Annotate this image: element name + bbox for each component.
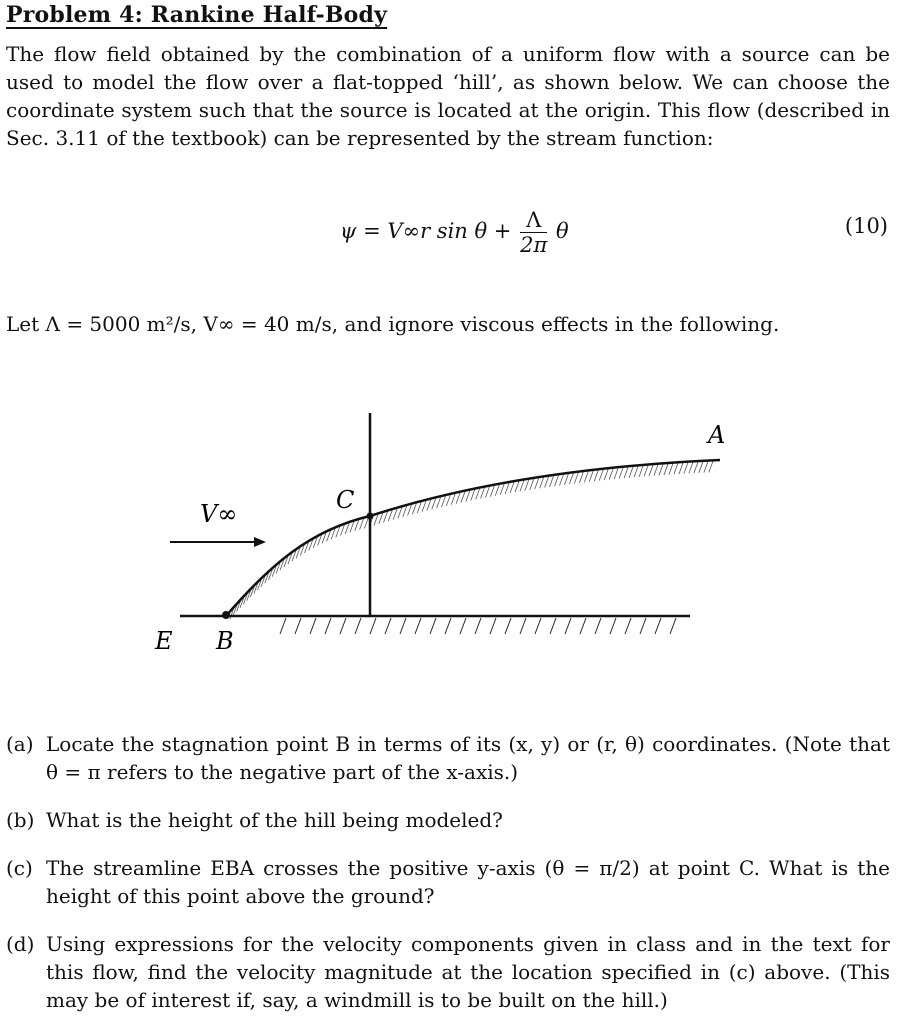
label-c: C (336, 486, 355, 514)
hill-hatch-mark (704, 462, 708, 473)
equation-row (0, 196, 901, 266)
hill-hatch-mark (664, 464, 668, 475)
hill-hatch-mark (427, 500, 431, 511)
hill-hatch-mark (679, 463, 683, 474)
hill-hatch-mark (360, 519, 364, 530)
hill-hatch-mark (689, 462, 693, 473)
hill-hatch-mark (466, 491, 470, 502)
hill-hatch-mark (629, 467, 633, 478)
hill-hatch-mark (412, 503, 416, 514)
hill-hatch-mark (609, 469, 613, 480)
hill-hatch-mark (624, 467, 628, 478)
hill-hatch-mark (589, 471, 593, 482)
hill-hatch-mark (674, 463, 678, 474)
hill-hatch-mark (694, 462, 698, 473)
hill-hatch-mark (639, 466, 643, 477)
question-b-text: What is the height of the hill being modeled? (46, 808, 503, 832)
hill-hatch-mark (461, 492, 465, 503)
hill-hatch-mark (432, 498, 436, 509)
hill-hatch-mark (520, 480, 524, 491)
hill-hatch-mark (403, 506, 407, 517)
hill-hatch-mark (569, 473, 573, 484)
equation-rhs: θ (555, 219, 569, 243)
hill-hatch-mark (540, 477, 544, 488)
question-c (6, 854, 890, 910)
hill-hatch-mark (384, 511, 388, 522)
hill-hatch-mark (510, 482, 514, 493)
ground-hatching (280, 618, 676, 634)
hill-hatch-mark (699, 462, 703, 473)
hill-hatch-mark (446, 495, 450, 506)
hill-hatch-mark (574, 473, 578, 484)
question-d (6, 930, 890, 1014)
hill-hatch-mark (456, 493, 460, 504)
question-d-label: (d) (6, 932, 35, 956)
hill-hatch-mark (355, 520, 359, 531)
hill-hatch-mark (515, 481, 519, 492)
equation-lhs: ψ = V∞r sin θ + (340, 219, 512, 243)
label-b: B (216, 627, 234, 655)
question-d-text: Using expressions for the velocity components given in class and in the text for this flow, find the velocity magnitude at the location specified in (c) above. (This may be of interest if, say, a windmill is to be built on the hill.) (46, 932, 890, 1012)
label-v-infinity: V∞ (200, 500, 238, 528)
question-b (6, 806, 890, 834)
intro-paragraph: The flow field obtained by the combination of a uniform flow with a source can be used to model the flow over a flat-topped ‘hill’, as shown below. We can choose the coordinate system such that the source is located at the origin. This flow (described in Sec. 3.11 of the textbook) can be represented by the stream function: (6, 42, 890, 150)
hill-hatch-mark (545, 477, 549, 488)
rankine-half-body-figure (0, 405, 901, 665)
hill-hatch-mark (398, 507, 402, 518)
point-c-marker (367, 513, 374, 520)
hill-hatch-mark (619, 468, 623, 479)
hill-hatch-mark (525, 480, 529, 491)
hill-hatch-mark (555, 475, 559, 486)
hill-hatch-mark (451, 494, 455, 505)
hill-hatch-mark (594, 470, 598, 481)
hill-hatch-mark (505, 483, 509, 494)
point-b-marker (222, 611, 230, 619)
hill-hatch-mark (614, 468, 618, 479)
hill-hatch-mark (350, 521, 354, 532)
hill-hatch-mark (471, 489, 475, 500)
equation-number: (10) (844, 214, 888, 238)
hill-hatch-mark (495, 485, 499, 496)
hill-hatch-mark (393, 509, 397, 520)
fraction-numerator: Λ (520, 208, 547, 233)
question-a (6, 730, 890, 786)
question-b-label: (b) (6, 808, 35, 832)
arrowhead-icon (254, 537, 266, 547)
question-a-text: Locate the stagnation point B in terms of its (x, y) or (r, θ) coordinates. (Note that θ = π refers to the negative part of the x-axis.) (46, 732, 890, 784)
question-a-label: (a) (6, 732, 34, 756)
hill-hatch-mark (604, 469, 608, 480)
hill-hatch-mark (550, 476, 554, 487)
hill-hatch-mark (422, 501, 426, 512)
hill-hatch-mark (417, 502, 421, 513)
hill-hatch-mark (476, 488, 480, 499)
hill-hatching (230, 461, 713, 619)
label-e: E (155, 627, 173, 655)
figure-svg (0, 405, 901, 665)
equation-fraction (520, 208, 547, 257)
hill-hatch-mark (530, 479, 534, 490)
hill-hatch-mark (634, 466, 638, 477)
hill-hatch-mark (408, 505, 412, 516)
hill-hatch-mark (564, 474, 568, 485)
hill-hatch-mark (441, 496, 445, 507)
hill-hatch-mark (579, 472, 583, 483)
hill-streamline (226, 460, 720, 616)
hill-hatch-mark (345, 523, 349, 534)
hill-hatch-mark (659, 464, 663, 475)
hill-hatch-mark (559, 474, 563, 485)
hill-hatch-mark (481, 487, 485, 498)
hill-hatch-mark (709, 461, 713, 472)
fraction-denominator: 2π (520, 233, 548, 257)
hill-hatch-mark (388, 510, 392, 521)
hill-hatch-mark (485, 487, 489, 498)
hill-hatch-mark (374, 514, 378, 525)
hill-hatch-mark (649, 465, 653, 476)
hill-hatch-mark (500, 484, 504, 495)
hill-hatch-mark (654, 465, 658, 476)
hill-hatch-mark (644, 465, 648, 476)
hill-hatch-mark (684, 463, 688, 474)
hill-hatch-mark (437, 497, 441, 508)
hill-hatch-mark (599, 470, 603, 481)
question-c-text: The streamline EBA crosses the positive y-axis (θ = π/2) at point C. What is the height of this point above the ground? (46, 856, 890, 908)
label-a: A (708, 421, 726, 449)
given-values: Let Λ = 5000 m²/s, V∞ = 40 m/s, and ignore viscous effects in the following. (6, 312, 780, 336)
hill-hatch-mark (379, 513, 383, 524)
hill-hatch-mark (364, 517, 368, 528)
question-c-label: (c) (6, 856, 33, 880)
hill-hatch-mark (535, 478, 539, 489)
hill-hatch-mark (584, 471, 588, 482)
hill-hatch-mark (490, 486, 494, 497)
problem-title: Problem 4: Rankine Half-Body (6, 2, 388, 28)
hill-hatch-mark (669, 464, 673, 475)
stream-function-equation (340, 208, 569, 257)
